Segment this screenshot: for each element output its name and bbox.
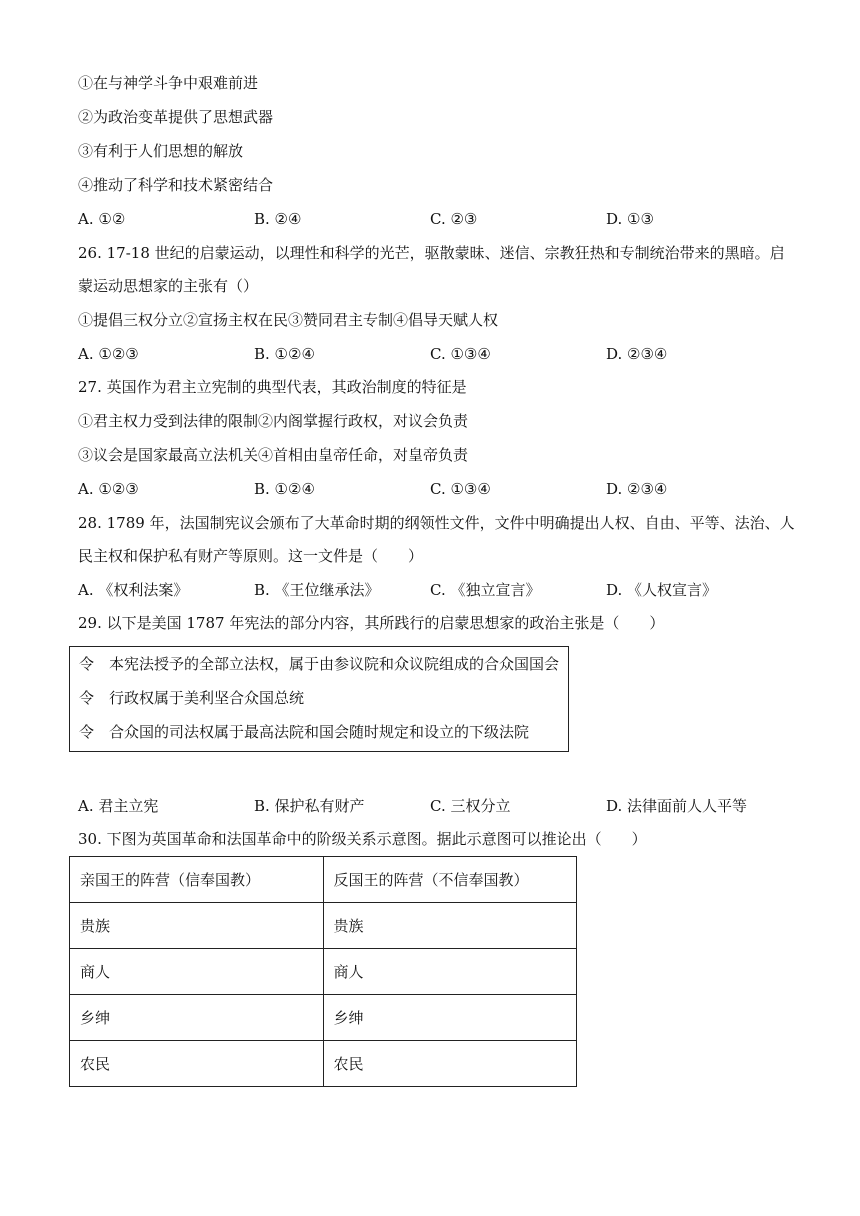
q27-option-d: D. ②③④ xyxy=(606,480,668,498)
q25-item-2: ②为政治变革提供了思想武器 xyxy=(78,108,274,126)
q29-option-c: C. 三权分立 xyxy=(430,797,511,815)
q27-items-line-1: ①君主权力受到法律的限制②内阁掌握行政权，对议会负责 xyxy=(78,412,469,430)
q29-constitution-excerpt-box xyxy=(69,646,569,752)
table-row xyxy=(70,903,577,949)
q25-item-3: ③有利于人们思想的解放 xyxy=(78,142,244,160)
q28-option-d: D. 《人权宣言》 xyxy=(606,581,718,599)
q29-option-d: D. 法律面前人人平等 xyxy=(606,797,748,815)
q27-option-a: A. ①②③ xyxy=(78,480,139,498)
q28-stem-line-1: 28. 1789 年，法国制宪议会颁布了大革命时期的纲领性文件，文件中明确提出人权、自由、平等、法治、人 xyxy=(78,514,795,532)
q25-option-d: D. ①③ xyxy=(606,210,654,228)
q30-class-relation-table xyxy=(69,856,577,1087)
q29-box-row-3-mark: 令 xyxy=(79,723,95,741)
q29-box-row-3-text: 合众国的司法权属于最高法院和国会随时规定和设立的下级法院 xyxy=(109,723,530,741)
table-cell: 贵族 xyxy=(70,903,324,949)
table-cell: 商人 xyxy=(323,949,577,995)
q29-box-row-1-mark: 令 xyxy=(79,655,95,673)
q29-option-b: B. 保护私有财产 xyxy=(254,797,365,815)
q26-stem-line-2: 蒙运动思想家的主张有（） xyxy=(78,277,259,295)
q27-option-b: B. ①②④ xyxy=(254,480,315,498)
q26-option-a: A. ①②③ xyxy=(78,345,139,363)
q26-option-b: B. ①②④ xyxy=(254,345,315,363)
q25-option-a: A. ①② xyxy=(78,210,126,228)
q27-items-line-2: ③议会是国家最高立法机关④首相由皇帝任命，对皇帝负责 xyxy=(78,446,469,464)
table-cell: 商人 xyxy=(70,949,324,995)
q26-option-c: C. ①③④ xyxy=(430,345,491,363)
q29-box-row-1-text: 本宪法授予的全部立法权，属于由参议院和众议院组成的合众国国会 xyxy=(109,655,560,673)
table-cell: 乡绅 xyxy=(70,995,324,1041)
q29-box-row-1 xyxy=(79,654,559,674)
q26-option-d: D. ②③④ xyxy=(606,345,668,363)
header-pro-king: 亲国王的阵营（信奉国教） xyxy=(70,857,324,903)
q28-option-b: B. 《王位继承法》 xyxy=(254,581,380,599)
q29-option-a: A. 君主立宪 xyxy=(78,797,159,815)
q29-box-row-2 xyxy=(79,688,304,708)
table-cell: 乡绅 xyxy=(323,995,577,1041)
table-cell: 贵族 xyxy=(323,903,577,949)
q29-box-row-2-text: 行政权属于美利坚合众国总统 xyxy=(109,689,305,707)
header-anti-king: 反国王的阵营（不信奉国教） xyxy=(323,857,577,903)
q28-option-a: A. 《权利法案》 xyxy=(78,581,189,599)
q25-item-4: ④推动了科学和技术紧密结合 xyxy=(78,176,274,194)
q28-option-c: C. 《独立宣言》 xyxy=(430,581,541,599)
q26-items: ①提倡三权分立②宣扬主权在民③赞同君主专制④倡导天赋人权 xyxy=(78,311,499,329)
q27-option-c: C. ①③④ xyxy=(430,480,491,498)
q25-option-b: B. ②④ xyxy=(254,210,302,228)
table-cell: 农民 xyxy=(323,1041,577,1087)
q26-stem-line-1: 26. 17-18 世纪的启蒙运动，以理性和科学的光芒，驱散蒙昧、迷信、宗教狂热和专制统治带来的黑暗。启 xyxy=(78,244,785,262)
table-row xyxy=(70,995,577,1041)
q30-stem: 30. 下图为英国革命和法国革命中的阶级关系示意图。据此示意图可以推论出（ ） xyxy=(78,830,647,848)
q29-stem: 29. 以下是美国 1787 年宪法的部分内容，其所践行的启蒙思想家的政治主张是（ ） xyxy=(78,614,665,632)
table-cell: 农民 xyxy=(70,1041,324,1087)
q28-stem-line-2: 民主权和保护私有财产等原则。这一文件是（ ） xyxy=(78,547,424,565)
table-row xyxy=(70,949,577,995)
table-header-row xyxy=(70,857,577,903)
q29-box-row-2-mark: 令 xyxy=(79,689,95,707)
q29-box-row-3 xyxy=(79,722,529,742)
q25-option-c: C. ②③ xyxy=(430,210,478,228)
table-row xyxy=(70,1041,577,1087)
q27-stem: 27. 英国作为君主立宪制的典型代表，其政治制度的特征是 xyxy=(78,378,467,396)
q25-item-1: ①在与神学斗争中艰难前进 xyxy=(78,74,259,92)
